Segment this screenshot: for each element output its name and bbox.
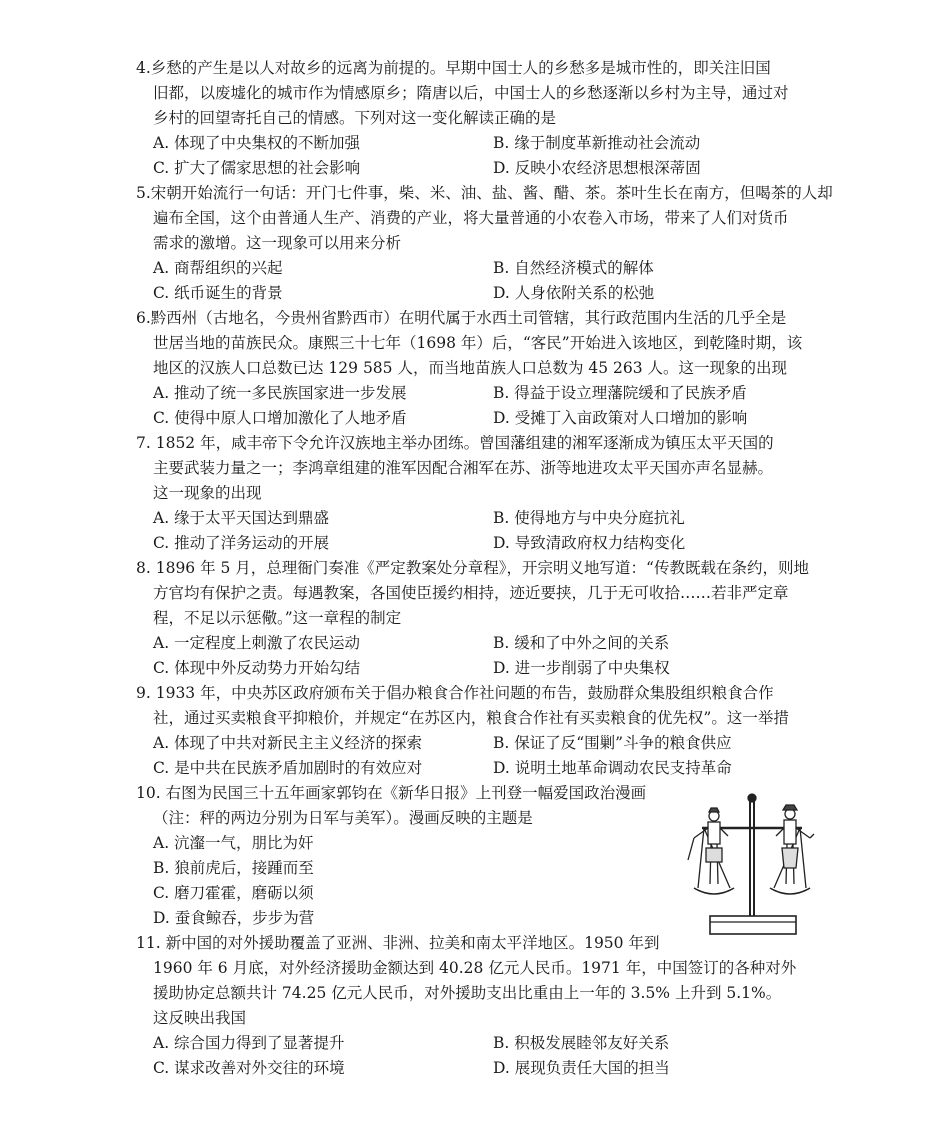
option-c[interactable]: C. 磨刀霍霍，磨砺以须 <box>153 884 314 902</box>
option-d[interactable]: D. 蚕食鲸吞，步步为营 <box>153 909 315 927</box>
question-text-line: 7. 1852 年，咸丰帝下令允许汉族地主举办团练。曾国藩组建的湘军逐渐成为镇压太平天国的 <box>136 434 774 452</box>
option-b[interactable]: B. 缓和了中外之间的关系 <box>493 634 670 652</box>
option-a[interactable]: A. 综合国力得到了显著提升 <box>153 1034 345 1052</box>
question-text-line: 援助协定总额共计 74.25 亿元人民币，对外援助支出比重由上一年的 3.5% 上升到 5.1%。 <box>153 984 782 1002</box>
question-text-line: 这反映出我国 <box>153 1009 247 1027</box>
option-d[interactable]: D. 人身依附关系的松弛 <box>493 284 655 302</box>
question-11 <box>136 931 836 1081</box>
option-d[interactable]: D. 说明土地革命调动农民支持革命 <box>493 759 732 777</box>
option-b[interactable]: B. 积极发展睦邻友好关系 <box>493 1034 670 1052</box>
question-text-line: （注：秤的两边分别为日军与美军）。漫画反映的主题是 <box>153 809 533 827</box>
question-text-line: 11. 新中国的对外援助覆盖了亚洲、非洲、拉美和南太平洋地区。1950 年到 <box>136 934 660 952</box>
option-a[interactable]: A. 商帮组织的兴起 <box>153 259 283 277</box>
option-b[interactable]: B. 使得地方与中央分庭抗礼 <box>493 509 685 527</box>
political-cartoon-scale-image <box>684 788 816 938</box>
question-text-line: 旧都，以废墟化的城市作为情感原乡；隋唐以后，中国士人的乡愁逐渐以乡村为主导，通过对 <box>153 84 789 102</box>
option-a[interactable]: A. 沆瀣一气，朋比为奸 <box>153 834 314 852</box>
option-c[interactable]: C. 纸币诞生的背景 <box>153 284 283 302</box>
question-8 <box>136 556 836 681</box>
question-text-line: 方官均有保护之责。每遇教案，各国使臣援约相持，迹近要挟，几于无可收拾……若非严定章 <box>153 584 789 602</box>
question-text-line: 遍布全国，这个由普通人生产、消费的产业，将大量普通的小农卷入市场，带来了人们对货币 <box>153 209 789 227</box>
question-text-line: 这一现象的出现 <box>153 484 262 502</box>
question-7 <box>136 431 836 556</box>
question-text-line: 程，不足以示惩儆。”这一章程的制定 <box>153 609 402 627</box>
option-c[interactable]: C. 扩大了儒家思想的社会影响 <box>153 159 361 177</box>
question-text-line: 9. 1933 年，中央苏区政府颁布关于倡办粮食合作社问题的布告，鼓励群众集股组织粮食合作 <box>136 684 774 702</box>
option-a[interactable]: A. 一定程度上刺激了农民运动 <box>153 634 361 652</box>
option-d[interactable]: D. 导致清政府权力结构变化 <box>493 534 686 552</box>
option-c[interactable]: C. 使得中原人口增加激化了人地矛盾 <box>153 409 407 427</box>
question-6 <box>136 306 836 431</box>
question-text-line: 8. 1896 年 5 月，总理衙门奏准《严定教案处分章程》，开宗明义地写道：“传教既载在条约，则地 <box>136 559 809 577</box>
option-c[interactable]: C. 推动了洋务运动的开展 <box>153 534 330 552</box>
question-text-line: 乡村的回望寄托自己的情感。下列对这一变化解读正确的是 <box>153 109 557 127</box>
option-c[interactable]: C. 谋求改善对外交往的环境 <box>153 1059 345 1077</box>
question-text-line: 6.黔西州（古地名，今贵州省黔西市）在明代属于水西土司管辖，其行政范围内生活的几乎全是 <box>136 309 787 327</box>
option-b[interactable]: B. 狼前虎后，接踵而至 <box>153 859 314 877</box>
option-d[interactable]: D. 进一步削弱了中央集权 <box>493 659 670 677</box>
option-b[interactable]: B. 保证了反“围剿”斗争的粮食供应 <box>493 734 732 752</box>
option-b[interactable]: B. 缘于制度革新推动社会流动 <box>493 134 701 152</box>
question-text-line: 社，通过买卖粮食平抑粮价，并规定“在苏区内，粮食合作社有买卖粮食的优先权”。这一举措 <box>153 709 789 727</box>
option-a[interactable]: A. 体现了中央集权的不断加强 <box>153 134 361 152</box>
question-9 <box>136 681 836 781</box>
option-a[interactable]: A. 缘于太平天国达到鼎盛 <box>153 509 330 527</box>
option-c[interactable]: C. 是中共在民族矛盾加剧时的有效应对 <box>153 759 423 777</box>
option-b[interactable]: B. 得益于设立理藩院缓和了民族矛盾 <box>493 384 747 402</box>
option-a[interactable]: A. 推动了统一多民族国家进一步发展 <box>153 384 407 402</box>
option-d[interactable]: D. 展现负责任大国的担当 <box>493 1059 670 1077</box>
question-text-line: 世居当地的苗族民众。康熙三十七年（1698 年）后，“客民”开始进入该地区，到乾隆时期，该 <box>153 334 803 352</box>
question-text-line: 1960 年 6 月底，对外经济援助金额达到 40.28 亿元人民币。1971 年，中国签订的各种对外 <box>153 959 797 977</box>
question-text-line: 需求的激增。这一现象可以用来分析 <box>153 234 402 252</box>
option-b[interactable]: B. 自然经济模式的解体 <box>493 259 654 277</box>
question-text-line: 5.宋朝开始流行一句话：开门七件事，柴、米、油、盐、酱、醋、茶。茶叶生长在南方，但喝茶的人却 <box>136 184 833 202</box>
question-4 <box>136 56 836 181</box>
question-10 <box>136 781 676 931</box>
option-d[interactable]: D. 反映小农经济思想根深蒂固 <box>493 159 701 177</box>
option-c[interactable]: C. 体现中外反动势力开始勾结 <box>153 659 361 677</box>
option-a[interactable]: A. 体现了中共对新民主主义经济的探索 <box>153 734 423 752</box>
question-text-line: 4.乡愁的产生是以人对故乡的远离为前提的。早期中国士人的乡愁多是城市性的，即关注旧国 <box>136 59 771 77</box>
question-text-line: 主要武装力量之一；李鸿章组建的淮军因配合湘军在苏、浙等地进攻太平天国亦声名显赫。 <box>153 459 774 477</box>
option-d[interactable]: D. 受摊丁入亩政策对人口增加的影响 <box>493 409 748 427</box>
question-text-line: 10. 右图为民国三十五年画家郭钧在《新华日报》上刊登一幅爱国政治漫画 <box>136 784 647 802</box>
question-5 <box>136 181 836 306</box>
question-text-line: 地区的汉族人口总数已达 129 585 人，而当地苗族人口总数为 45 263 人。这一现象的出现 <box>153 359 788 377</box>
